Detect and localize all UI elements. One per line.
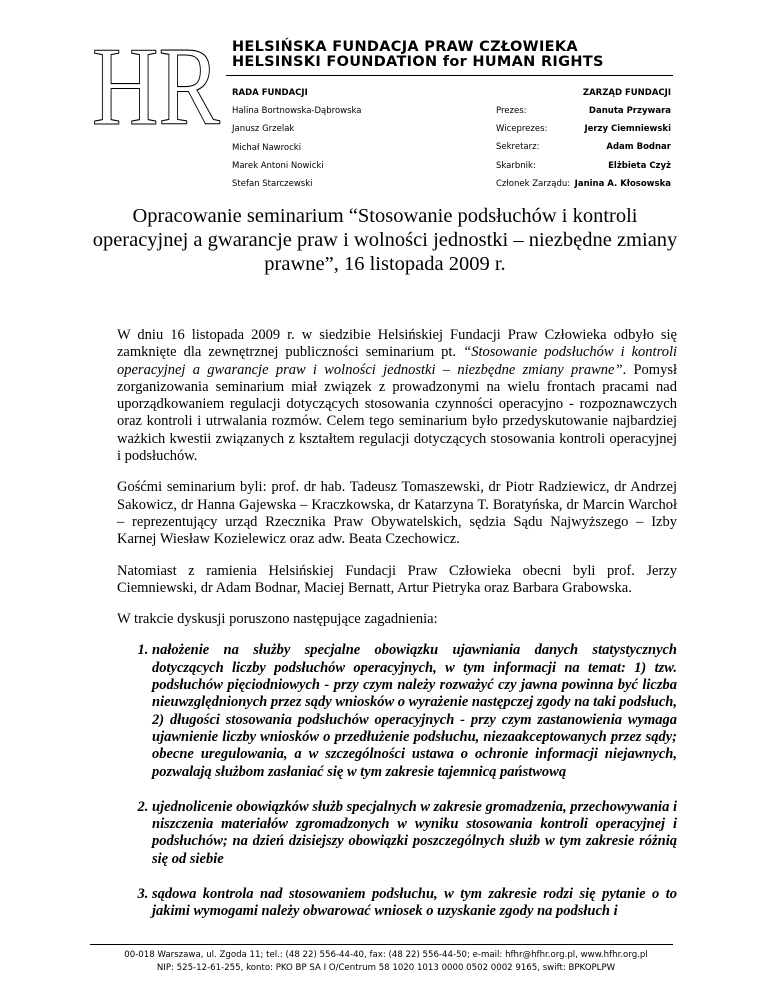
seminar-title-quote: “Stosowanie podsłuchów i kontroli operacyjnej a gwarancje praw i wolności jednostki – niezbędne zmiany prawne” (117, 344, 677, 378)
footer-bank: NIP: 525-12-61-255, konto: PKO BP SA I O/Centrum 58 1020 1013 0000 0502 0002 9165, swift: BPKOPLPW (156, 962, 616, 973)
management-row (496, 175, 671, 193)
management-role: Sekretarz: (496, 142, 540, 153)
hfhr-participants-paragraph: Natomiast z ramienia Helsińskiej Fundacji Praw Człowieka obecni byli prof. Jerzy Ciemniewski, dr Adam Bodnar, Maciej Bernatt, Artur Pietryka oraz Barbara Grabowska. (117, 562, 677, 596)
management-row (496, 157, 671, 175)
board-member: Halina Bortnowska-Dąbrowska (232, 106, 362, 117)
issue-item: 3. sądowa kontrola nad stosowaniem podsłuchu, w tym zakresie rodzi się pytanie o to jakimi wymogami należy obwarować wniosek o uzyskanie zgody na podsłuch i (152, 886, 677, 921)
issues-list (117, 642, 677, 920)
management-name: Jerzy Ciemniewski (584, 124, 671, 135)
board-member: Marek Antoni Nowicki (232, 160, 324, 171)
organization-name (232, 40, 604, 70)
board-member: Michał Nawrocki (232, 142, 302, 153)
board-title: RADA FUNDACJI (232, 88, 308, 98)
management-list (496, 102, 671, 193)
board-member: Janusz Grzelak (232, 124, 295, 135)
management-row (496, 120, 671, 138)
document-body (117, 327, 677, 939)
management-role: Członek Zarządu: (496, 178, 571, 189)
org-name-english: HELSINSKI FOUNDATION for HUMAN RIGHTS (232, 54, 604, 70)
hr-logo (92, 25, 224, 149)
board-member: Stefan Starczewski (232, 179, 313, 190)
issue-item: 2. ujednolicenie obowiązków służb specjalnych w zakresie gromadzenia, przechowywania i niszczenia materiałów zgromadzonych w wyniku stosowania kontroli operacyjnej i podsłuchów; na dzień dzisiejszy obowiązki poszczególnych służb w tym zakresie różnią się od siebie (152, 799, 677, 868)
org-name-polish: HELSIŃSKA FUNDACJA PRAW CZŁOWIEKA (232, 39, 578, 55)
issue-item: 1. nałożenie na służby specjalne obowiązku ujawniania danych statystycznych dotyczących liczby podsłuchów operacyjnych, w tym informacji na temat: 1) tzw. podsłuchów pięciodniowych - przy czym należy rozważyć czy jawna powinna być liczba nieuwzględnionych przez sądy wniosków o wyrażenie następczej zgody na taki podsłuch, 2) długości stosowania podsłuchów operacyjnych - przy czym zastanowienia wymaga ujawnienie liczby wniosków o przedłużenie podsłuchu, niezaakceptowanych przez sądy; obecne uregulowania, a w szczególności ustawa o ochronie informacji niejawnych, pozwalają służbom zasłaniać się w tym zakresie tajemnicą państwową (152, 642, 677, 780)
guests-paragraph: Gośćmi seminarium byli: prof. dr hab. Tadeusz Tomaszewski, dr Piotr Radziewicz, dr Andrzej Sakowicz, dr Hanna Gajewska – Kraczkowska, dr Katarzyna T. Boratyńska, dr Marcin Warchoł – reprezentujący urząd Rzecznika Praw Obywatelskich, sędzia Sądu Najwyższego – Izby Karnej Wiesław Kozielewicz oraz adw. Beata Czechowicz. (117, 479, 677, 548)
document-title: Opracowanie seminarium “Stosowanie podsłuchów i kontroli operacyjnej a gwarancje praw i wolności jednostki – niezbędne zmiany prawne”, 16 listopada 2009 r. (92, 205, 678, 275)
management-role: Skarbnik: (496, 160, 536, 171)
footer-address: 00-018 Warszawa, ul. Zgoda 11; tel.: (48 22) 556-44-40, fax: (48 22) 556-44-50; e-mail: hfhr@hfhr.org.pl, www.hfhr.org.pl (124, 950, 648, 960)
intro-paragraph (117, 327, 677, 465)
footer-divider (90, 944, 673, 945)
intro-text-end: . Pomysł zorganizowania seminarium miał związek z prowadzonymi na wielu frontach pracami nad uporządkowaniem regulacji dotyczących stosowania czynności operacyjno - rozpoznawczych oraz kontroli i utrwalania rozmów. Celem tego seminarium było przedyskutowanie najbardziej ważkich kwestii związanych z kształtem regulacji dotyczących stosowania kontroli operacyjnej i podsłuchów. (117, 361, 678, 465)
intro-text-start: W dniu 16 listopada 2009 r. w siedzibie Helsińskiej Fundacji Praw Człowieka odbyło się zamknięte dla zewnętrznej publiczności seminarium pt. (117, 327, 677, 361)
header-divider (226, 75, 673, 76)
issues-intro: W trakcie dyskusji poruszono następujące zagadnienia: (117, 611, 438, 628)
management-name: Danuta Przywara (588, 106, 671, 116)
management-row (496, 102, 671, 120)
management-row (496, 138, 671, 156)
management-name: Adam Bodnar (606, 142, 671, 153)
management-name: Elżbieta Czyż (608, 160, 671, 171)
management-role: Prezes: (496, 106, 527, 116)
foundation-board (232, 84, 362, 193)
hr-logo-text: HR (92, 25, 221, 149)
management-name: Janina A. Kłosowska (574, 178, 671, 189)
management-title: ZARZĄD FUNDACJI (582, 88, 671, 98)
footer-contact (60, 949, 712, 974)
management-role: Wiceprezes: (496, 124, 548, 135)
